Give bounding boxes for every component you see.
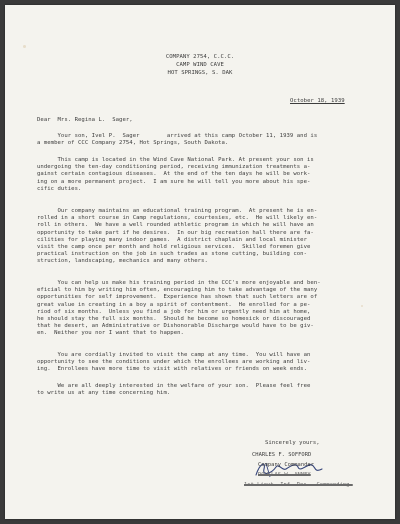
paragraph-help: You can help us make his training period in the CCC's more enjoyable and ben- eficial to him by writing him often, encouraging him to take advantage of the many opportunities for self improvement. Experience has shown that such letters are of great value in creating in a boy a spirit of contentment. He enrolled for a pe- riod of six months. Unless you find a job for him or urgently need him at home, he should stay the full six months. Should he become so homesick or discouraged that he desert, an Administrative or Dishonorable Discharge would have to be giv- en. Neither you nor I want that to happen. <box>37 280 321 337</box>
paragraph-education: Our company maintains an educational training program. At present he is en- rolled in a short course in Camp regulations, courtesies, etc. He will likely en- roll in others. We have a well rounded athletic program in which he will have an opportunity to take part if he desires. In our big recreation hall there are fa- cilities for playing many indoor games. A district chaplain and local minister visit the camp once per month and hold religious services. Skilled foremen give practical instruction on the job in such trades as stone cutting, building con- struction, landscaping, mechanics and many others. <box>37 208 318 265</box>
letterhead-line-3: HOT SPRINGS, S. DAK <box>167 70 233 76</box>
paper-stain <box>23 45 26 48</box>
letter-date: October 18, 1939 <box>290 98 345 104</box>
struck-officer-name: DOUGLAS W. ANNEY <box>258 472 311 478</box>
letterhead-line-1: COMPANY 2754, C.C.C. <box>165 54 235 60</box>
signatory-name: CHARLES F. SOFFORD <box>252 452 312 458</box>
letterhead-line-2: CAMP WIND CAVE <box>176 62 224 68</box>
salutation: Dear Mrs. Regina L. Sager, <box>37 117 133 123</box>
complimentary-close: Sincerely yours, <box>265 440 320 446</box>
paragraph-arrival: Your son, Ivel P. Sager arrived at this camp October 11, 1939 and is a member of CCC Company 2754, Hot Springs, South Dakota. <box>37 133 318 147</box>
paragraph-camp-location: This camp is located in the Wind Cave National Park. At present your son is undergoing the ten-day conditioning period, receiving immunization treatments a- gainst certain contagious diseases. At the end of the ten days he will be work- ing on a more permanent project. I am sure he will tell you more about his spe- cific duties. <box>37 157 314 192</box>
paragraph-invitation: You are cordially invited to visit the camp at any time. You will have an opportunity to see the conditions under which the enrollees are working and liv- ing. Enrollees have more time to visit with relatives or friends on week ends. <box>37 352 311 373</box>
struck-officer-title: 1st Lieut. Inf. Res. Commanding. <box>244 482 353 488</box>
signatory-title: Company Commander <box>258 462 315 468</box>
paragraph-welfare: We are all deeply interested in the welfare of your son. Please feel free to write us at any time concerning him. <box>37 383 311 397</box>
